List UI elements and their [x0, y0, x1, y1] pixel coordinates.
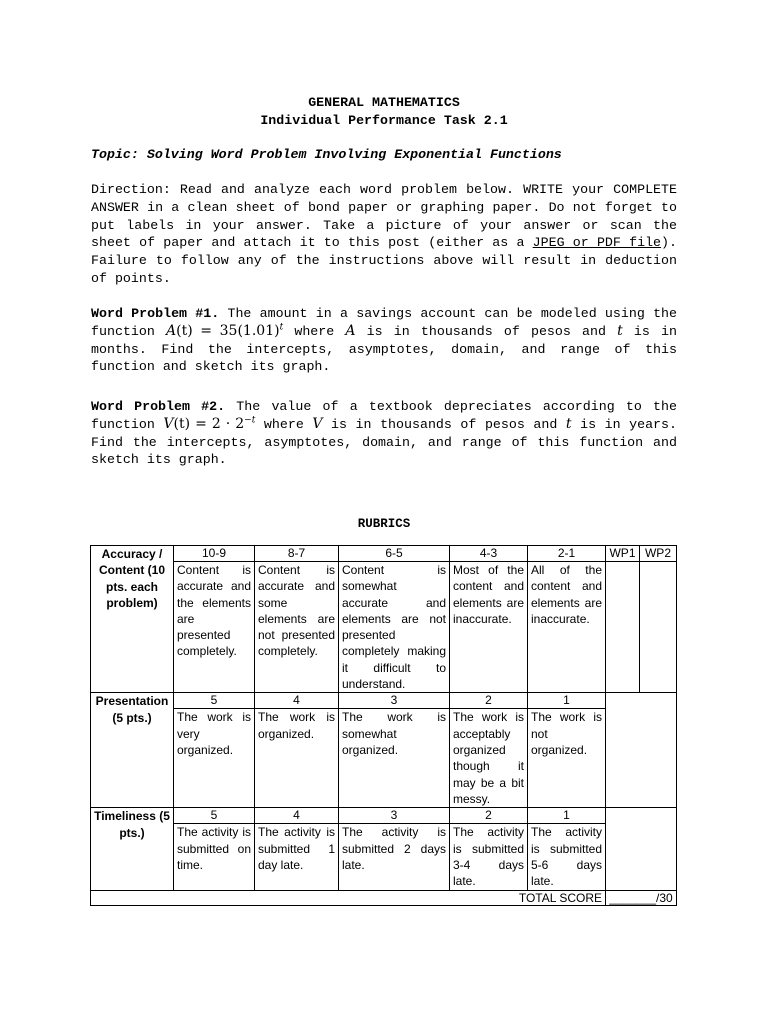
wp1-score-cell: [606, 562, 640, 693]
word-problem-1-text: The amount in a savings account can be modeled using the function: [91, 306, 678, 339]
rubric-row-accuracy: [91, 562, 677, 693]
formula-body: (t) = 35(1.01): [176, 322, 280, 339]
score-value: 3: [339, 808, 450, 824]
total-score-label: TOTAL SCORE: [91, 890, 606, 905]
word-problem-2-text: The value of a textbook depreciates according to the function: [91, 399, 677, 432]
descriptor-cell: The work is organized.: [255, 709, 339, 808]
score-header: 10-9: [174, 546, 255, 562]
score-value: 1: [528, 693, 606, 709]
score-value: 5: [174, 693, 255, 709]
score-header: 8-7: [255, 546, 339, 562]
score-value: 5: [174, 808, 255, 824]
formula-body: (t) = 2 · 2: [173, 415, 245, 432]
word-problem-1-label: Word Problem #1.: [91, 306, 220, 321]
score-value: 2: [450, 693, 528, 709]
document-title: GENERAL MATHEMATICS: [308, 95, 460, 110]
wp2-header: WP2: [640, 546, 677, 562]
descriptor-cell: The work is very organized.: [174, 709, 255, 808]
score-value: 2: [450, 808, 528, 824]
rubric-header-row: [91, 546, 677, 562]
word-problem-2-formula: [163, 416, 255, 432]
score-value: 3: [339, 693, 450, 709]
timeliness-score-cell: [606, 808, 677, 890]
direction-text-end: ). Failure to follow any of the instructions above will result in deduction of points.: [91, 235, 677, 286]
descriptor-cell: The activity is submitted 2 days late.: [339, 824, 450, 890]
descriptor-cell: The activity is submitted on time.: [174, 824, 255, 890]
descriptor-cell: The activity is submitted 1 day late.: [255, 824, 339, 890]
score-value: 1: [528, 808, 606, 824]
rubrics-title: RUBRICS: [357, 517, 411, 531]
rubric-score-row: [91, 693, 677, 709]
document-subtitle: Individual Performance Task 2.1: [260, 113, 508, 128]
criterion-timeliness: Timeliness (5 pts.): [91, 808, 174, 890]
descriptor-cell: The work is not organized.: [528, 709, 606, 808]
file-format-note: JPEG or PDF file: [532, 235, 662, 251]
total-score-row: [91, 890, 677, 905]
word-problem-1: [91, 305, 677, 376]
word-problem-2-label: Word Problem #2.: [91, 399, 226, 414]
descriptor-cell: The work is acceptably organized though it may be a bit messy.: [450, 709, 528, 808]
rubric-row-timeliness: [91, 824, 677, 890]
presentation-score-cell: [606, 693, 677, 808]
rubric-table: [90, 545, 677, 906]
direction-text-start: Direction: Read and analyze each word problem below. WRITE your COMPLETE ANSWER in a clean sheet of bond paper or graphing paper. Do not forget to put labels in your answer. Take a picture of your answer or scan the sheet of paper and attach it to this post (either as a: [91, 182, 677, 251]
formula-exponent: −t: [244, 415, 256, 426]
formula-function-name: V: [163, 415, 174, 432]
descriptor-cell: The work is somewhat organized.: [339, 709, 450, 808]
criterion-accuracy: Accuracy / Content (10 pts. each problem): [91, 546, 174, 693]
variable: t: [565, 415, 572, 432]
formula-exponent: t: [279, 322, 284, 333]
word-problem-2-text: is in thousands of pesos and: [322, 416, 566, 432]
word-problem-2-text: where: [255, 416, 313, 432]
word-problem-1-text: where: [283, 323, 346, 339]
descriptor-cell: Content is somewhat accurate and elements are not presented completely making it difficult to understand.: [339, 562, 450, 693]
variable: t: [617, 322, 623, 339]
direction-paragraph: [91, 181, 677, 288]
word-problem-1-text: is in thousands of pesos and: [355, 323, 618, 339]
descriptor-cell: Most of the content and elements are inaccurate.: [450, 562, 528, 693]
topic-line: Topic: Solving Word Problem Involving Exponential Functions: [91, 147, 562, 162]
descriptor-cell: The activity is submitted 5-6 days late.: [528, 824, 606, 890]
word-problem-1-formula: [166, 323, 283, 339]
descriptor-cell: All of the content and elements are inaccurate.: [528, 562, 606, 693]
word-problem-2: [91, 398, 677, 469]
wp1-header: WP1: [606, 546, 640, 562]
variable: V: [312, 415, 323, 432]
formula-function-name: A: [166, 322, 177, 339]
variable: A: [345, 322, 356, 339]
score-header: 6-5: [339, 546, 450, 562]
descriptor-cell: Content is accurate and some elements are not presented completely.: [255, 562, 339, 693]
rubric-row-presentation: [91, 709, 677, 808]
rubric-score-row: [91, 808, 677, 824]
score-value: 4: [255, 808, 339, 824]
word-problem-1-text: is in months. Find the intercepts, asymptotes, domain, and range of this function and sketch its graph.: [91, 323, 677, 375]
total-score-value: _______/30: [606, 890, 677, 905]
score-header: 4-3: [450, 546, 528, 562]
descriptor-cell: The activity is submitted 3-4 days late.: [450, 824, 528, 890]
word-problem-2-text: is in years. Find the intercepts, asymptotes, domain, and range of this function and sketch its graph.: [91, 416, 677, 468]
criterion-presentation: Presentation (5 pts.): [91, 693, 174, 808]
score-value: 4: [255, 693, 339, 709]
descriptor-cell: Content is accurate and the elements are presented completely.: [174, 562, 255, 693]
score-header: 2-1: [528, 546, 606, 562]
wp2-score-cell: [640, 562, 677, 693]
